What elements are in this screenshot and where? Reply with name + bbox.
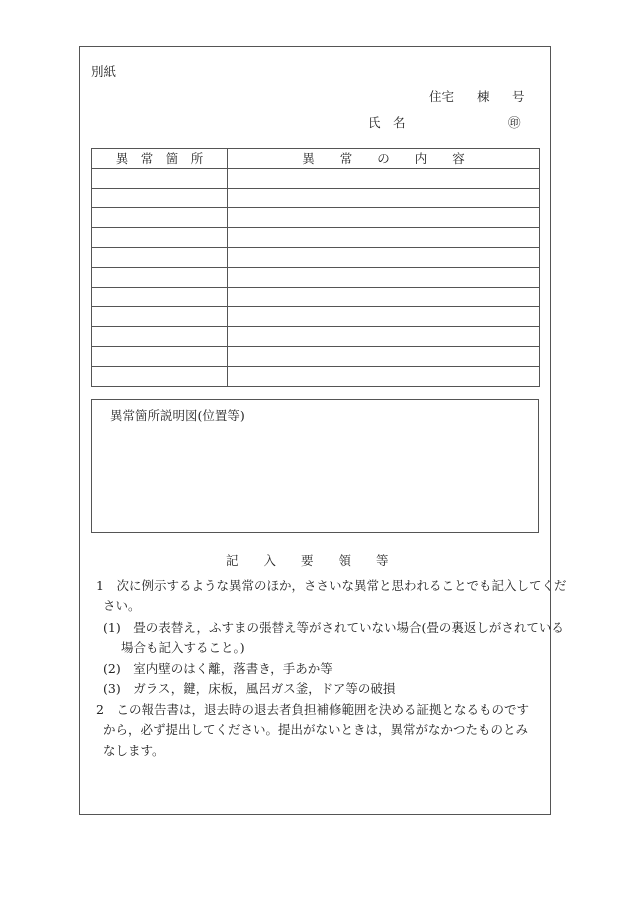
location-cell[interactable] [92,188,228,208]
location-cell[interactable] [92,346,228,366]
location-diagram-box[interactable] [91,399,539,533]
content-cell[interactable] [228,307,540,327]
building-label: 棟 [477,89,490,104]
seal-mark-icon: ㊞ [508,115,521,130]
instruction-item-3: (3) ガラス，鍵，床板，風呂ガス釜，ドア等の破損 [103,681,396,696]
location-cell[interactable] [92,247,228,267]
content-cell[interactable] [228,267,540,287]
table-row [92,287,540,307]
location-cell[interactable] [92,228,228,248]
location-cell[interactable] [92,307,228,327]
name-label: 氏 名 [368,115,406,130]
instruction-line-1: 1 次に例示するような異常のほか，ささいな異常と思われることでも記入してくだ [96,578,567,593]
content-cell[interactable] [228,287,540,307]
instruction-item-1: (1) 畳の表替え，ふすまの張替え等がされていない場合(畳の裏返しがされている [103,620,564,635]
table-header-row [92,149,540,169]
location-cell[interactable] [92,366,228,386]
instructions-title: 記 入 要 領 等 [226,553,389,568]
number-label: 号 [512,89,525,104]
table-row [92,346,540,366]
instruction-item-2: (2) 室内壁のはく離，落書き，手あか等 [103,661,333,676]
housing-label: 住宅 [429,89,455,104]
location-cell[interactable] [92,327,228,347]
location-cell[interactable] [92,267,228,287]
content-cell[interactable] [228,188,540,208]
instruction-line-2: 2 この報告書は，退去時の退去者負担補修範囲を決める証拠となるものです [96,702,529,717]
table-row [92,307,540,327]
instruction-item-1-cont: 場合も記入すること。) [121,640,245,655]
content-cell[interactable] [228,228,540,248]
instruction-line-1-cont: さい。 [103,598,141,613]
abnormality-table [91,148,540,387]
table-row [92,208,540,228]
content-cell[interactable] [228,208,540,228]
content-cell[interactable] [228,247,540,267]
table-row [92,247,540,267]
instruction-line-2-end: なします。 [103,743,165,758]
content-cell[interactable] [228,168,540,188]
instruction-line-2-cont: から，必ず提出してください。提出がないときは，異常がなかつたものとみ [103,722,529,737]
diagram-label: 異常箇所説明図(位置等) [110,408,245,423]
content-cell[interactable] [228,327,540,347]
table-row [92,366,540,386]
table-row [92,267,540,287]
location-cell[interactable] [92,287,228,307]
content-cell[interactable] [228,366,540,386]
table-row [92,228,540,248]
attachment-label: 別紙 [91,64,117,79]
table-row [92,168,540,188]
content-cell[interactable] [228,346,540,366]
column-header-location: 異 常 箇 所 [92,149,228,169]
table-row [92,188,540,208]
table-row [92,327,540,347]
column-header-content: 異 常 の 内 容 [228,149,540,169]
location-cell[interactable] [92,208,228,228]
location-cell[interactable] [92,168,228,188]
